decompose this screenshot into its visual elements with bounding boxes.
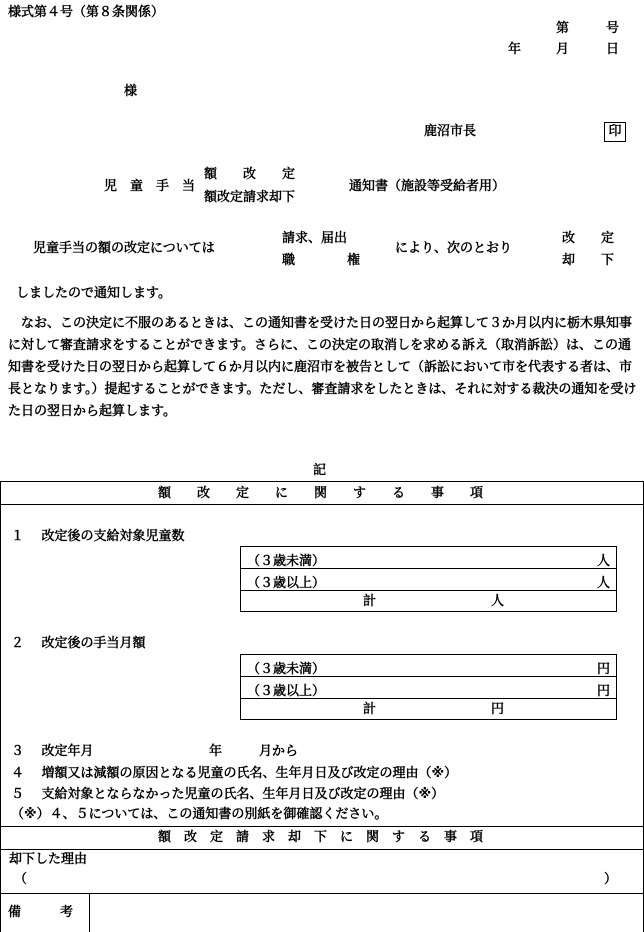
- children-under3-label: （３歳未満）: [247, 554, 326, 569]
- item1-label: １ 改定後の支給対象児童数: [11, 529, 185, 544]
- form-number: 様式第４号（第８条関係）: [8, 5, 165, 20]
- amount-total-unit: 円: [491, 702, 505, 717]
- title-option-kaitei: 額 改 定: [204, 167, 296, 182]
- reason-paren-open: （: [14, 872, 28, 887]
- title-option-kyakka: 額改定請求却下: [204, 190, 296, 205]
- section2-top-rule: [0, 826, 643, 827]
- statement-option-kaitei: 改 定: [562, 231, 615, 246]
- amount-over3-unit: 円: [596, 684, 610, 699]
- title-prefix: 児 童 手 当: [104, 179, 196, 194]
- date-month: 月: [556, 42, 570, 57]
- date-day: 日: [606, 42, 620, 57]
- issuer-name: 鹿沼市長: [424, 124, 477, 139]
- doc-no-dai: 第: [556, 21, 570, 36]
- section1-header: 額 改 定 に 関 す る 事 項: [158, 486, 484, 501]
- section2-header-rule: [0, 849, 643, 850]
- notice-paragraph: なお、この決定に不服のあるときは、この通知書を受けた日の翌日から起算して３か月以内に栃木県知事に対して審査請求をすることができます。さらに、この決定の取消しを求める訴え（取消訴訟）は、この通知書を受けた日の翌日から起算して６か月以内に鹿沼市を被告として（訴訟において市を代表する者は、市長となります。）提起することができます。ただし、審査請求をしたときは、それに対する裁決の通知を受けた日の翌日から起算します。: [8, 316, 637, 419]
- statement-option-shokken: 職 権: [282, 253, 361, 268]
- statement-part2: により、次のとおり: [395, 241, 513, 256]
- item3-year: 年: [209, 744, 223, 759]
- children-total-label: 計: [363, 594, 377, 609]
- item4-label: ４ 増額又は減額の原因となる児童の氏名、生年月日及び改定の理由（※）: [11, 766, 458, 781]
- doc-no-go: 号: [606, 21, 620, 36]
- statement-part1: 児童手当の額の改定については: [33, 241, 215, 256]
- addressee-sama: 様: [124, 84, 138, 99]
- children-under3-unit: 人: [596, 554, 610, 569]
- amount-total-label: 計: [363, 702, 377, 717]
- children-total-unit: 人: [491, 594, 505, 609]
- note-text: （※）４、５については、この通知書の別紙を御確認ください。: [11, 807, 388, 822]
- rejection-reason-label: 却下した理由: [9, 852, 88, 867]
- item3-label: ３ 改定年月: [11, 744, 94, 759]
- section2-header: 額 改 定 請 求 却 下 に 関 す る 事 項: [158, 830, 484, 845]
- amount-under3-unit: 円: [596, 662, 610, 677]
- children-over3-unit: 人: [596, 576, 610, 591]
- table-top-rule: [0, 481, 643, 482]
- item3-month-from: 月から: [259, 744, 299, 759]
- children-over3-row: [241, 569, 616, 590]
- statement-option-seikyu: 請求、届出: [282, 231, 348, 246]
- statement-option-kyakka: 却 下: [562, 253, 615, 268]
- remarks-field[interactable]: [90, 894, 643, 932]
- children-over3-label: （３歳以上）: [247, 576, 326, 591]
- seal-mark: 印: [604, 122, 626, 142]
- amount-under3-label: （３歳未満）: [247, 662, 326, 677]
- amount-over3-label: （３歳以上）: [247, 684, 326, 699]
- allowance-amount-box: [240, 654, 617, 720]
- amount-under3-row: [241, 655, 616, 676]
- item5-label: ５ 支給対象とならなかった児童の氏名、生年月日及び改定の理由（※）: [11, 787, 445, 802]
- children-count-box: [240, 546, 617, 612]
- children-under3-row: [241, 547, 616, 568]
- table-left-rule: [0, 481, 1, 932]
- item2-label: ２ 改定後の手当月額: [11, 636, 146, 651]
- statement-line2: しましたので通知します。: [16, 286, 171, 301]
- title-suffix: 通知書（施設等受給者用）: [349, 179, 506, 194]
- reason-paren-close: ）: [604, 872, 618, 887]
- ki-heading: 記: [313, 463, 327, 478]
- remarks-label: 備 考: [8, 905, 74, 920]
- section1-header-rule: [0, 504, 643, 505]
- amount-over3-row: [241, 677, 616, 698]
- date-year: 年: [508, 42, 522, 57]
